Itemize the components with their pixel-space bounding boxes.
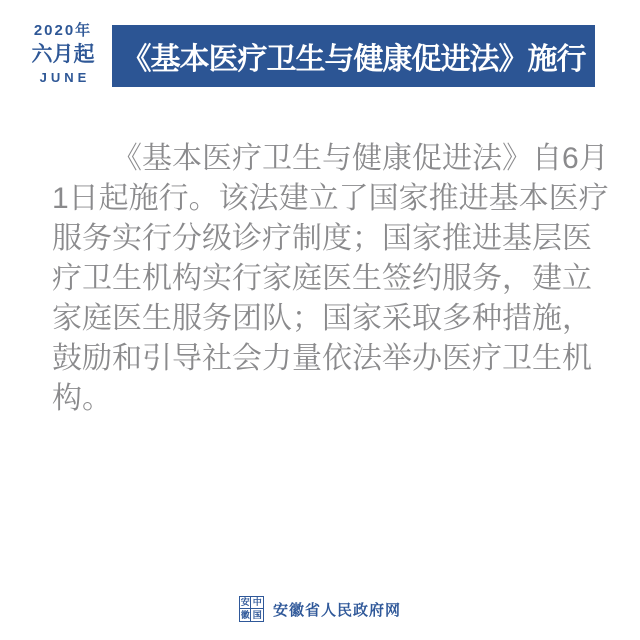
site-name: 安徽省人民政府网 [272,601,401,619]
title-banner [112,25,595,87]
seal-char: 安 [240,597,250,607]
date-month-en-label: JUNE [39,70,91,85]
body-line: 1日起施行。该法建立了国家推进基本医疗 [52,182,609,215]
seal-char: 国 [252,609,262,620]
body-line: 家庭医生服务团队；国家采取多种措施， [52,302,592,335]
body-line: 服务实行分级诊疗制度；国家推进基层医 [52,222,592,255]
body-line: 构。 [52,382,112,415]
date-block [30,22,96,86]
body-line: 鼓励和引导社会力量依法举办医疗卫生机 [52,342,592,375]
banner-title: 《基本医疗卫生与健康促进法》施行 [121,43,586,76]
date-month-label: 六月起 [31,43,95,66]
anhui-china-seal-icon [239,596,264,622]
seal-char: 徽 [240,609,250,620]
body-line: 疗卫生机构实行家庭医生签约服务，建立 [52,262,592,295]
body-paragraph [52,139,617,419]
body-line: 《基本医疗卫生与健康促进法》自6月 [112,142,609,175]
footer [0,596,640,622]
date-year-label: 2020年 [33,22,93,39]
seal-char: 中 [252,597,262,607]
